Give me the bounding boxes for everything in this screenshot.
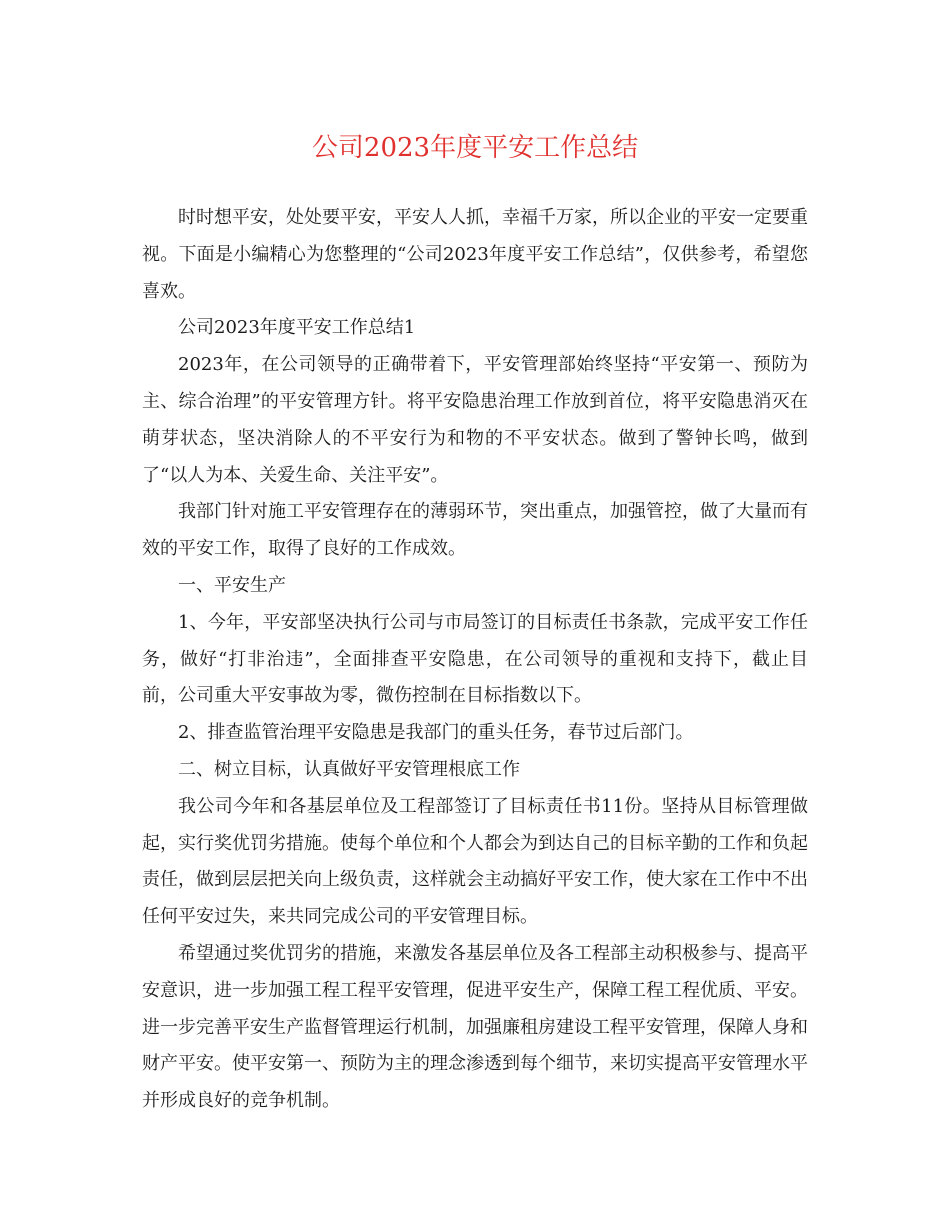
document-title: 公司2023年度平安工作总结 xyxy=(311,133,639,163)
body-paragraph: 我部门针对施工平安管理存在的薄弱环节，突出重点，加强管控，做了大量而有效的平安工作，取得了良好的工作成效。 xyxy=(142,501,808,560)
body-paragraph: 2023年，在公司领导的正确带着下，平安管理部始终坚持“平安第一、预防为主、综合治理”的平安管理方针。将平安隐患治理工作放到首位，将平安隐患消灭在萌芽状态，坚决消除人的不平安行为和物的不平安状态。做到了警钟长鸣，做到了“以人为本、关爱生命、关注平安”。 xyxy=(142,354,808,486)
body-paragraph: 我公司今年和各基层单位及工程部签订了目标责任书11份。坚持从目标管理做起，实行奖优罚劣措施。使每个单位和个人都会为到达自己的目标辛勤的工作和负起责任，做到层层把关向上级负责，这样就会主动搞好平安工作，使大家在工作中不出任何平安过失，来共同完成公司的平安管理目标。 xyxy=(142,795,808,928)
section-heading: 一、平安生产 xyxy=(178,574,286,596)
body-paragraph: 希望通过奖优罚劣的措施，来激发各基层单位及各工程部主动积极参与、提高平安意识，进一步加强工程工程平安管理，促进平安生产，保障工程工程优质、平安。进一步完善平安生产监督管理运行机制，加强廉租房建设工程平安管理，保障人身和财产平安。使平安第一、预防为主的理念渗透到每个细节，来切实提高平安管理水平并形成良好的竞争机制。 xyxy=(142,942,808,1112)
intro-paragraph: 时时想平安，处处要平安，平安人人抓，幸福千万家，所以企业的平安一定要重视。下面是小编精心为您整理的“公司2023年度平安工作总结”，仅供参考，希望您喜欢。 xyxy=(142,207,808,302)
document-body xyxy=(142,200,808,1120)
section-heading: 公司2023年度平安工作总结1 xyxy=(178,317,416,339)
section-heading: 二、树立目标，认真做好平安管理根底工作 xyxy=(178,758,520,780)
body-paragraph: 2、排查监管治理平安隐患是我部门的重头任务，春节过后部门。 xyxy=(178,722,694,744)
body-paragraph: 1、今年，平安部坚决执行公司与市局签订的目标责任书条款，完成平安工作任务，做好“打非治违”，全面排查平安隐患，在公司领导的重视和支持下，截止目前，公司重大平安事故为零，微伤控制在目标指数以下。 xyxy=(142,611,808,707)
